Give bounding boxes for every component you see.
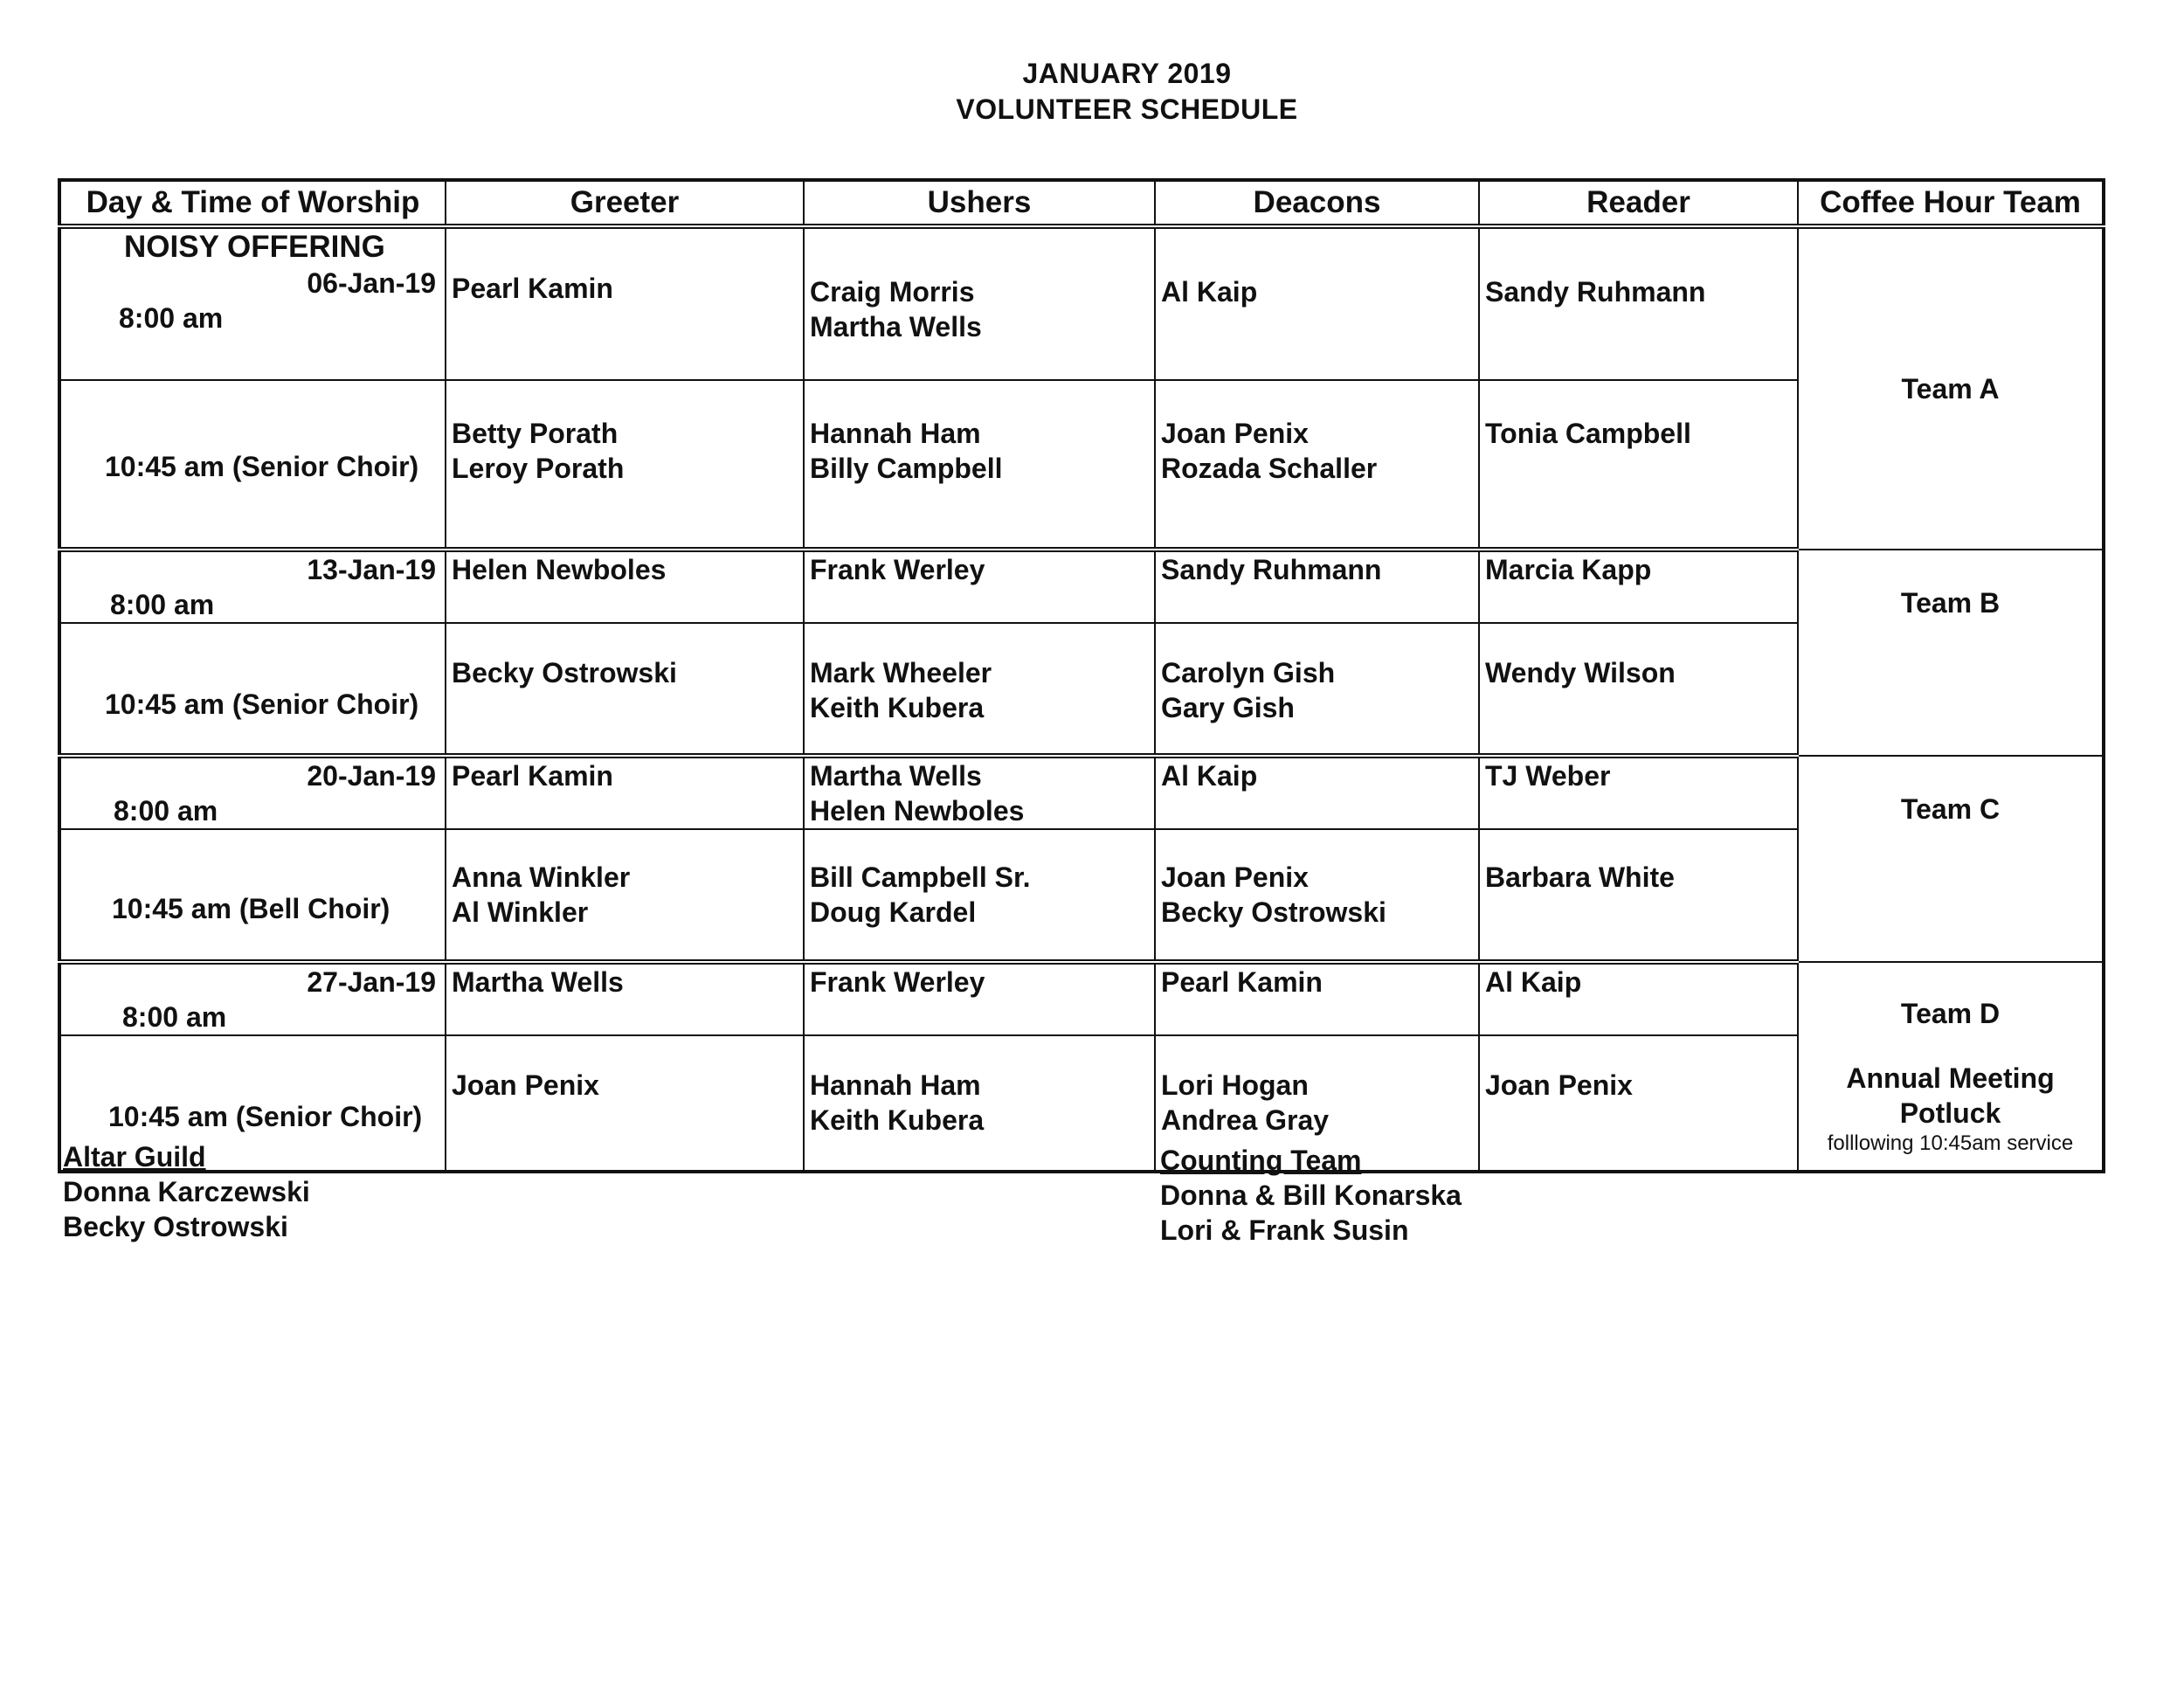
- coffee-note-line: Potluck: [1899, 1097, 2001, 1129]
- service-time: 8:00 am: [114, 795, 218, 827]
- header-row: [59, 180, 2104, 226]
- volunteer-name: Pearl Kamin: [452, 273, 613, 304]
- coffee-team-cell: [1798, 756, 2104, 962]
- volunteer-name: Lori Hogan: [1161, 1069, 1309, 1101]
- table-row: [59, 623, 2104, 756]
- volunteer-name: Al Kaip: [1161, 276, 1258, 308]
- greeter-cell: [446, 380, 804, 550]
- volunteer-name: TJ Weber: [1485, 760, 1611, 792]
- col-header-day-time: Day & Time of Worship: [59, 180, 446, 226]
- service-time: 8:00 am: [110, 589, 215, 620]
- deacons-cell: [1155, 829, 1479, 962]
- service-time: 8:00 am: [119, 302, 224, 334]
- day-time-cell: [59, 962, 446, 1035]
- volunteer-name: Al Kaip: [1161, 760, 1258, 792]
- day-time-cell: [59, 829, 446, 962]
- table-row: [59, 550, 2104, 623]
- service-date: 06-Jan-19: [307, 267, 436, 299]
- volunteer-name: Frank Werley: [810, 554, 985, 585]
- altar-guild-heading: Altar Guild: [63, 1141, 206, 1173]
- day-time-cell: [59, 380, 446, 550]
- service-time: 10:45 am (Senior Choir): [105, 688, 419, 720]
- volunteer-name: Al Kaip: [1485, 966, 1582, 998]
- volunteer-name: Becky Ostrowski: [1161, 896, 1386, 928]
- deacons-cell: [1155, 756, 1479, 829]
- reader-cell: [1479, 623, 1798, 756]
- volunteer-name: Martha Wells: [810, 760, 982, 792]
- ushers-cell: [804, 623, 1155, 756]
- greeter-cell: [446, 756, 804, 829]
- day-time-cell: [59, 756, 446, 829]
- greeter-cell: [446, 962, 804, 1035]
- page-title: JANUARY 2019: [1022, 58, 1232, 89]
- volunteer-name: Helen Newboles: [810, 795, 1025, 827]
- altar-guild-member: Donna Karczewski: [63, 1176, 310, 1207]
- reader-cell: [1479, 380, 1798, 550]
- volunteer-name: Wendy Wilson: [1485, 657, 1676, 688]
- coffee-team-cell: [1798, 550, 2104, 756]
- service-date: 20-Jan-19: [307, 760, 436, 792]
- day-time-cell: [59, 226, 446, 380]
- table-row: [59, 226, 2104, 380]
- table-row: [59, 380, 2104, 550]
- volunteer-name: Joan Penix: [1161, 418, 1309, 449]
- coffee-note-small: folllowing 10:45am service: [1827, 1131, 2074, 1155]
- counting-team-member: Lori & Frank Susin: [1160, 1214, 1409, 1246]
- volunteer-name: Tonia Campbell: [1485, 418, 1691, 449]
- volunteer-name: Martha Wells: [810, 311, 982, 342]
- coffee-team: Team C: [1900, 793, 2001, 825]
- coffee-team: Team B: [1900, 587, 2001, 619]
- volunteer-name: Helen Newboles: [452, 554, 667, 585]
- greeter-cell: [446, 226, 804, 380]
- volunteer-name: Sandy Ruhmann: [1161, 554, 1382, 585]
- reader-cell: [1479, 756, 1798, 829]
- table-row: [59, 1035, 2104, 1172]
- deacons-cell: [1155, 623, 1479, 756]
- coffee-note: [1804, 1061, 2097, 1131]
- coffee-team: Team A: [1901, 373, 2000, 405]
- service-time: 10:45 am (Bell Choir): [112, 893, 390, 924]
- volunteer-name: Andrea Gray: [1161, 1104, 1330, 1136]
- col-header-greeter: Greeter: [446, 180, 804, 226]
- volunteer-name: Barbara White: [1485, 861, 1675, 893]
- ushers-cell: [804, 226, 1155, 380]
- ushers-cell: [804, 829, 1155, 962]
- coffee-team-cell: [1798, 226, 2104, 550]
- greeter-cell: [446, 1035, 804, 1172]
- counting-team-member: Donna & Bill Konarska: [1160, 1180, 1462, 1211]
- page-subtitle: VOLUNTEER SCHEDULE: [956, 93, 1298, 125]
- volunteer-name: Hannah Ham: [810, 418, 981, 449]
- volunteer-name: Al Winkler: [452, 896, 589, 928]
- service-time: 8:00 am: [122, 1001, 227, 1033]
- volunteer-name: Frank Werley: [810, 966, 985, 998]
- volunteer-name: Bill Campbell Sr.: [810, 861, 1031, 893]
- deacons-cell: [1155, 962, 1479, 1035]
- ushers-cell: [804, 962, 1155, 1035]
- coffee-note-line: Annual Meeting: [1846, 1062, 2055, 1094]
- volunteer-name: Marcia Kapp: [1485, 554, 1652, 585]
- volunteer-name: Gary Gish: [1161, 692, 1295, 723]
- day-time-cell: [59, 623, 446, 756]
- table-row: [59, 962, 2104, 1035]
- reader-cell: [1479, 829, 1798, 962]
- ushers-cell: [804, 380, 1155, 550]
- volunteer-name: Martha Wells: [452, 966, 624, 998]
- noisy-offering-label: NOISY OFFERING: [124, 230, 385, 264]
- counting-team-heading: Counting Team: [1160, 1145, 1362, 1176]
- volunteer-name: Pearl Kamin: [452, 760, 613, 792]
- altar-guild-member: Becky Ostrowski: [63, 1211, 288, 1242]
- table-row: [59, 756, 2104, 829]
- volunteer-name: Joan Penix: [452, 1069, 599, 1101]
- schedule-table: [58, 178, 2105, 1173]
- volunteer-name: Betty Porath: [452, 418, 619, 449]
- volunteer-name: Keith Kubera: [810, 692, 985, 723]
- day-time-cell: [59, 550, 446, 623]
- greeter-cell: [446, 550, 804, 623]
- reader-cell: [1479, 226, 1798, 380]
- volunteer-name: Pearl Kamin: [1161, 966, 1323, 998]
- reader-cell: [1479, 550, 1798, 623]
- service-date: 27-Jan-19: [307, 966, 436, 998]
- col-header-coffee-hour-team: Coffee Hour Team: [1798, 180, 2104, 226]
- col-header-ushers: Ushers: [804, 180, 1155, 226]
- volunteer-name: Leroy Porath: [452, 453, 625, 484]
- volunteer-name: Anna Winkler: [452, 861, 631, 893]
- table-row: [59, 829, 2104, 962]
- volunteer-name: Doug Kardel: [810, 896, 977, 928]
- volunteer-name: Becky Ostrowski: [452, 657, 677, 688]
- ushers-cell: [804, 1035, 1155, 1172]
- volunteer-name: Rozada Schaller: [1161, 453, 1378, 484]
- coffee-team: Team D: [1900, 998, 2001, 1029]
- ushers-cell: [804, 756, 1155, 829]
- volunteer-name: Craig Morris: [810, 276, 975, 308]
- deacons-cell: [1155, 226, 1479, 380]
- volunteer-name: Billy Campbell: [810, 453, 1003, 484]
- service-date: 13-Jan-19: [307, 554, 436, 585]
- coffee-team-cell: [1798, 962, 2104, 1172]
- greeter-cell: [446, 829, 804, 962]
- volunteer-name: Sandy Ruhmann: [1485, 276, 1706, 308]
- volunteer-name: Keith Kubera: [810, 1104, 985, 1136]
- volunteer-name: Carolyn Gish: [1161, 657, 1336, 688]
- altar-guild-section: [63, 1139, 310, 1244]
- counting-team-section: [1160, 1143, 1462, 1248]
- deacons-cell: [1155, 380, 1479, 550]
- greeter-cell: [446, 623, 804, 756]
- service-time: 10:45 am (Senior Choir): [108, 1101, 423, 1132]
- service-time: 10:45 am (Senior Choir): [105, 451, 419, 482]
- col-header-reader: Reader: [1479, 180, 1798, 226]
- deacons-cell: [1155, 550, 1479, 623]
- volunteer-name: Joan Penix: [1161, 861, 1309, 893]
- volunteer-name: Hannah Ham: [810, 1069, 981, 1101]
- volunteer-name: Joan Penix: [1485, 1069, 1633, 1101]
- reader-cell: [1479, 962, 1798, 1035]
- ushers-cell: [804, 550, 1155, 623]
- volunteer-name: Mark Wheeler: [810, 657, 992, 688]
- col-header-deacons: Deacons: [1155, 180, 1479, 226]
- reader-cell: [1479, 1035, 1798, 1172]
